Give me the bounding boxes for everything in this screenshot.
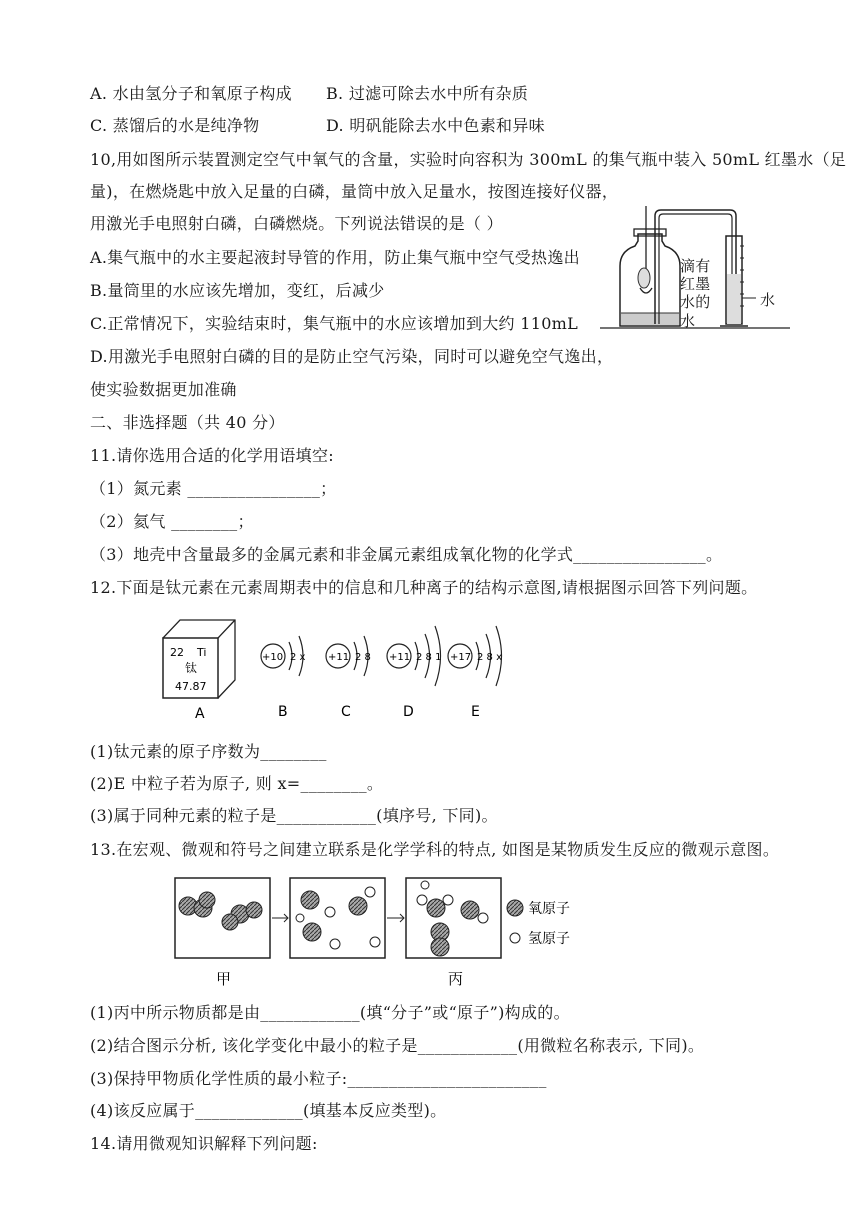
titanium-element-cube <box>163 620 235 698</box>
q13-part3: (3)保持甲物质化学性质的最小粒子:________________________ <box>90 1069 547 1088</box>
fig-label-red2: 红墨 <box>680 275 711 293</box>
fig-label-red4: 水 <box>680 312 696 330</box>
q10-stem-line1: 10,用如图所示装置测定空气中氧气的含量，实验时向容积为 300mL 的集气瓶中装入 50mL 红墨水（足 <box>90 150 847 169</box>
svg-text:2 8: 2 8 <box>355 652 371 663</box>
legend-oxygen-label: 氧原子 <box>528 901 570 917</box>
svg-text:+11: +11 <box>389 652 411 663</box>
q10-option-d-line2: 使实验数据更加准确 <box>90 380 237 399</box>
legend-oxygen-icon <box>507 900 523 916</box>
fig-label-water: 水 <box>760 291 776 309</box>
ti-atomic-number: 22 <box>170 646 184 659</box>
q9-option-b: B. 过滤可除去水中所有杂质 <box>326 84 529 103</box>
q11-part3: （3）地壳中含量最多的金属元素和非金属元素组成氧化物的化学式________________。 <box>90 545 723 564</box>
ion-diagram-c <box>326 636 371 676</box>
q10-option-b: B.量筒里的水应该先增加，变红，后减少 <box>90 281 385 300</box>
q13-stem: 13.在宏观、微观和符号之间建立联系是化学学科的特点, 如图是某物质发生反应的微观示意图。 <box>90 840 780 859</box>
q14-stem: 14.请用微观知识解释下列问题: <box>90 1134 318 1153</box>
q12-stem: 12.下面是钛元素在元素周期表中的信息和几种离子的结构示意图,请根据图示回答下列问题。 <box>90 578 758 597</box>
ion-diagram-e <box>448 626 502 686</box>
label-jia: 甲 <box>216 970 232 988</box>
q10-option-d-line1: D.用激光手电照射白磷的目的是防止空气污染，同时可以避免空气逸出， <box>90 347 614 366</box>
ti-mass: 47.87 <box>175 680 207 693</box>
ion-diagram-b <box>261 636 306 676</box>
q9-option-a: A. 水由氢分子和氧原子构成 <box>90 84 292 103</box>
q10-stem-line2: 量)，在燃烧匙中放入足量的白磷，量筒中放入足量水，按图连接好仪器， <box>90 182 619 201</box>
label-bing: 丙 <box>448 970 464 988</box>
q9-option-c: C. 蒸馏后的水是纯净物 <box>90 116 260 135</box>
label-d: D <box>403 704 414 720</box>
q13-figure <box>170 870 590 990</box>
fig-label-red1: 滴有 <box>680 257 711 275</box>
q11-part2: （2）氦气 ________； <box>90 512 254 531</box>
q12-figure <box>155 610 515 725</box>
label-b: B <box>278 704 288 720</box>
svg-text:+17: +17 <box>450 652 472 663</box>
q11-part1: （1）氮元素 ________________； <box>90 479 337 498</box>
q12-part1: (1)钛元素的原子序数为________ <box>90 742 327 761</box>
svg-text:+10: +10 <box>262 652 284 663</box>
legend-hydrogen-label: 氢原子 <box>528 931 570 947</box>
ion-diagram-d <box>387 626 441 686</box>
fig-label-red3: 水的 <box>680 293 711 311</box>
q12-part2: (2)E 中粒子若为原子, 则 x=________。 <box>90 774 384 793</box>
q10-option-a: A.集气瓶中的水主要起液封导管的作用，防止集气瓶中空气受热逸出 <box>90 248 580 267</box>
legend-hydrogen-icon <box>510 933 520 943</box>
section-2-heading: 二、非选择题（共 40 分） <box>90 413 285 432</box>
q10-stem-line3: 用激光手电照射白磷，白磷燃烧。下列说法错误的是（ ） <box>90 214 503 233</box>
label-e: E <box>471 704 480 720</box>
q13-part1: (1)丙中所示物质都是由____________(填“分子”或“原子”)构成的。 <box>90 1003 570 1022</box>
svg-text:2 x: 2 x <box>290 652 306 663</box>
q12-part3: (3)属于同种元素的粒子是____________(填序号, 下同)。 <box>90 806 498 825</box>
q13-part2: (2)结合图示分析, 该化学变化中最小的粒子是____________(用微粒名称表示, 下同)。 <box>90 1036 705 1055</box>
ti-symbol: Ti <box>197 646 207 659</box>
svg-text:+11: +11 <box>328 652 350 663</box>
q9-option-d: D. 明矾能除去水中色素和异味 <box>326 116 545 135</box>
label-c: C <box>341 704 351 720</box>
ti-name: 钛 <box>185 661 198 675</box>
svg-text:2 8 1: 2 8 1 <box>416 652 442 663</box>
q10-option-c: C.正常情况下，实验结束时，集气瓶中的水应该增加到大约 110mL <box>90 314 579 333</box>
q11-stem: 11.请你选用合适的化学用语填空: <box>90 446 334 465</box>
q13-part4: (4)该反应属于_____________(填基本反应类型)。 <box>90 1101 447 1120</box>
svg-text:2 8 x: 2 8 x <box>477 652 502 663</box>
label-a: A <box>195 706 205 722</box>
